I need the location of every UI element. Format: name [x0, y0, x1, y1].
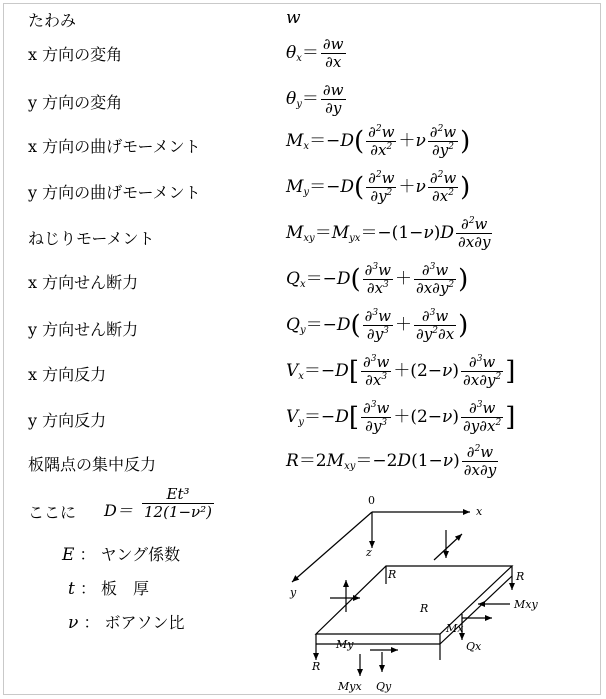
def-E-colon: ： — [79, 545, 96, 564]
d-numerator: Et³ — [142, 486, 214, 504]
label-twisting-moment: ねじりモーメント — [28, 229, 155, 248]
def-t-desc: 板 厚 — [101, 579, 150, 598]
label-y-shear: y 方向せん断力 — [28, 320, 139, 339]
label-where: ここに — [28, 503, 77, 522]
eq-Vx: $V_x=-D$[ $\frac{\partial^3w}{\partial x^3}$ ＋(2−ν) $\frac{\partial^3w}{\partial x\partial y^2}$ ] — [286, 353, 516, 389]
eq-Vy: $V_y=-D$[ $\frac{\partial^3w}{\partial y^3}$ ＋(2−ν) $\frac{\partial^3w}{\partial y\partial x^2}$ ] — [286, 399, 516, 435]
eq-My: $M_y=-D$( $\frac{\partial^2w}{\partial y^2}$ ＋ν $\frac{\partial^2w}{\partial x^2}$ ) — [286, 169, 471, 205]
d-denominator: 12(1−ν²) — [144, 503, 213, 521]
def-nu-colon: ： — [83, 613, 100, 632]
def-E-symbol: E — [62, 545, 75, 565]
d-lhs: D＝ — [104, 501, 133, 520]
eq-Mxy: $M_{xy}=M_{yx}=-(1-\nu)D$ $\frac{\partial^2w}{\partial x\partial y}$ — [286, 215, 491, 251]
diagram-Qx-label: Qx — [466, 640, 482, 653]
diagram-Qy-label: Qy — [376, 680, 392, 693]
def-nu-symbol: ν — [68, 613, 79, 633]
eq-R: $R=2M_{xy}=-2D(1-\nu)$ $\frac{\partial^2w}{\partial x\partial y}$ — [286, 443, 497, 479]
diagram-Mxy-label: Mxy — [514, 598, 538, 611]
eq-Qy: $Q_y=-D$( $\frac{\partial^3w}{\partial y^3}$ ＋ $\frac{\partial^3w}{\partial y^2\partial x}$ ) — [286, 307, 469, 343]
diagram-My-label: My — [336, 638, 354, 651]
def-E-desc: ヤング係数 — [100, 545, 181, 564]
eq-Qx: $Q_x=-D$( $\frac{\partial^3w}{\partial x^3}$ ＋ $\frac{\partial^3w}{\partial x\partial y^2}$ ) — [286, 261, 469, 297]
diagram-R-label-4: R — [312, 660, 321, 673]
label-x-shear: x 方向せん断力 — [28, 273, 139, 292]
diagram-R-label-3: R — [420, 602, 429, 615]
diagram-Myx-label: Myx — [338, 680, 362, 693]
label-x-bending-moment: x 方向の曲げモーメント — [28, 137, 201, 156]
y-axis — [292, 512, 372, 582]
label-y-slope: y 方向の変角 — [28, 93, 123, 112]
diagram-R-label-2: R — [516, 570, 525, 583]
label-x-reaction: x 方向反力 — [28, 365, 107, 384]
diagram-Mx-label: Mx — [446, 622, 464, 635]
symbol-w: w — [286, 8, 301, 28]
eq-theta-y: $\theta_y=$ $\frac{\partial w}{\partial y}$ — [286, 81, 344, 117]
diagram-y-label: y — [290, 586, 297, 599]
label-x-slope: x 方向の変角 — [28, 45, 123, 64]
label-corner-reaction: 板隅点の集中反力 — [28, 455, 157, 474]
eq-theta-x: $\theta_x=$ $\frac{\partial w}{\partial x}$ — [286, 35, 344, 71]
diagram-origin-label: 0 — [368, 494, 375, 507]
def-t-colon: ： — [79, 579, 96, 598]
label-y-bending-moment: y 方向の曲げモーメント — [28, 183, 201, 202]
label-y-reaction: y 方向反力 — [28, 411, 107, 430]
label-deflection: たわみ — [28, 11, 77, 30]
def-t-symbol: t — [68, 579, 75, 599]
top-moment-arrow — [434, 534, 462, 560]
diagram-x-label: x — [476, 505, 483, 518]
eq-Mx: $M_x=-D$( $\frac{\partial^2w}{\partial x^2}$ ＋ν $\frac{\partial^2w}{\partial y^2}$ ) — [286, 123, 471, 159]
diagram-R-label-1: R — [388, 568, 397, 581]
def-nu-desc: ボアソン比 — [104, 613, 185, 632]
diagram-z-label: z — [366, 546, 372, 559]
